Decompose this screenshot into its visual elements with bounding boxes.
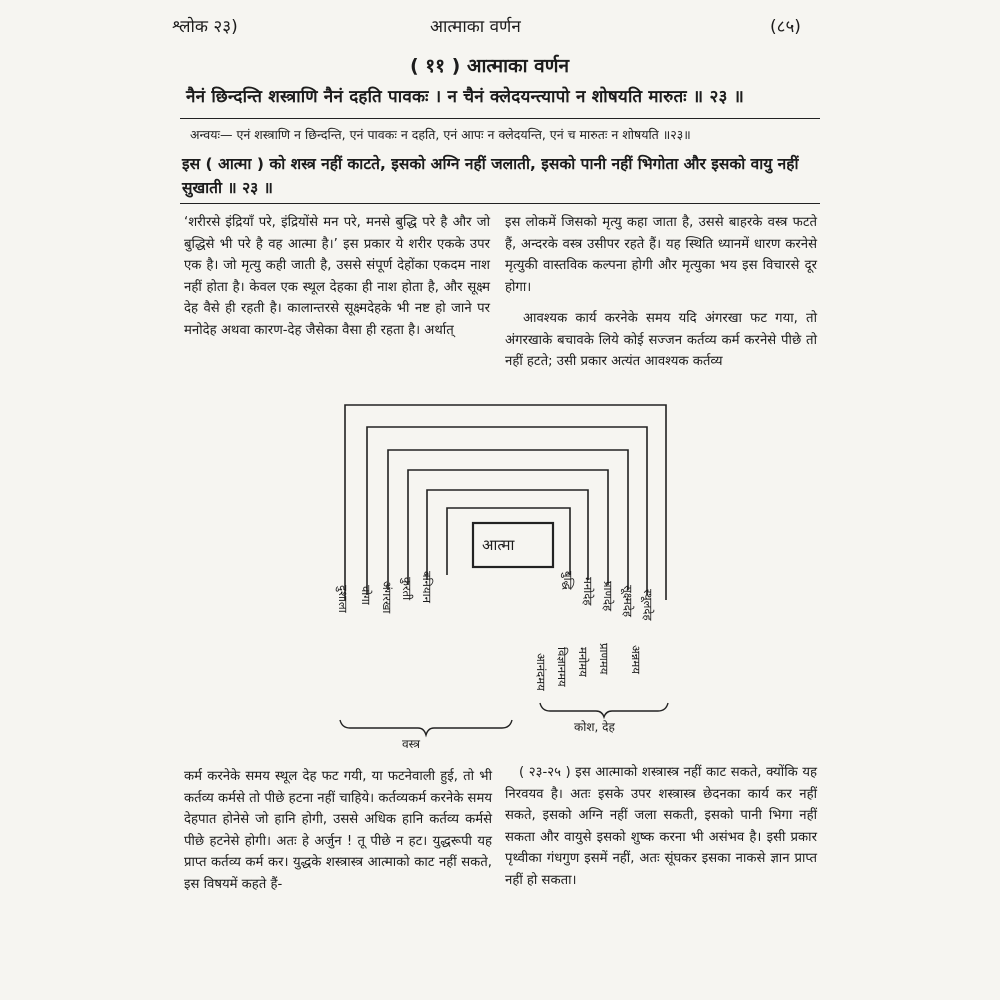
diagram-lines [330, 395, 690, 755]
bracket-label-sheaths: कोश, देह [574, 720, 615, 734]
label-kurti: कुरती [400, 577, 414, 601]
column-left-upper [184, 212, 490, 341]
sheath-2 [367, 427, 647, 595]
label-angarkha: अंगरखा [380, 581, 394, 614]
nested-sheaths-diagram [330, 395, 690, 755]
bracket-label-garments: वस्त्र [402, 737, 420, 751]
label-pranamaya: प्राणमय [597, 643, 611, 675]
paragraph: इस लोकमें जिसको मृत्यु कहा जाता है, उससे बाहरके वस्त्र फटते हैं, अन्दरके वस्त्र उसीपर रहते हैं। यह स्थिति ध्यानमें धारण करनेसे मृत्युकी वास्तविक कल्पना होगी और मृत्युका भय इस विचारसे दूर होगा। [505, 215, 817, 295]
column-right-lower [505, 762, 817, 891]
label-sthuladeh: स्थूलदेह [641, 589, 655, 621]
sanskrit-verse: नैनं छिन्दन्ति शस्त्राणि नैनं दहति पावकः । न चैनं क्लेदयन्त्यापो न शोषयति मारुतः ॥ २३ ॥ [186, 87, 745, 107]
page-number: (८५) [770, 17, 801, 37]
sheath-1 [345, 405, 666, 600]
anvaya-text: अन्वयः— एनं शस्त्राणि न छिन्दन्ति, एनं पावकः न दहति, एनं आपः न क्लेदयन्ति, एनं च मारुतः न शोषयति ॥२३॥ [190, 127, 691, 142]
label-pranadeh: प्राणदेह [601, 581, 615, 612]
atma-label: आत्मा [482, 536, 515, 554]
bracket-sheaths [540, 703, 668, 717]
label-anandamaya: आनंदमय [534, 653, 548, 691]
divider-top [180, 118, 820, 119]
label-annamaya: अन्नमय [629, 645, 643, 674]
paragraph: ( २३-२५ ) इस आत्माको शस्त्रास्त्र नहीं काट सकते, क्योंकि यह निरवयव है। अतः इसके उपर शस्त्रास्त्र छेदनका कार्य कर नहीं सकते, इसको अग्नि नहीं जला सकती, इसको पानी भिगा नहीं सकता और वायुसे इसको शुष्क करना भी असंभव है। इसी प्रकार पृथ्वीका गंधगुण इसमें नहीं, अतः सूंघकर इसका नाकसे ज्ञान प्राप्त नहीं हो सकता। [505, 765, 817, 888]
label-dushala: दुशाला [336, 585, 350, 613]
divider-bottom [180, 203, 820, 204]
label-baniyan: बनियान [420, 571, 434, 603]
label-manodeh: मनोदेह [581, 577, 595, 606]
header-chapter-title: आत्माका वर्णन [430, 17, 521, 37]
column-right-upper [505, 212, 817, 373]
sheath-3 [388, 450, 628, 590]
paragraph: आवश्यक कार्य करनेके समय यदि अंगरखा फट गया, तो अंगरखाके बचावके लिये कोई सज्जन कर्तव्य कर्म करनेसे पीछे तो नहीं हटते; उसी प्रकार अत्यंत आवश्यक कर्तव्य [505, 311, 817, 369]
section-title: ( ११ ) आत्माका वर्णन [410, 55, 569, 77]
label-sukshmadeh: सूक्ष्मदेह [621, 585, 635, 617]
column-left-lower [184, 766, 492, 895]
label-vijnanamaya: विज्ञानमय [555, 647, 569, 687]
label-choga: चोगा [359, 585, 373, 605]
header-verse-ref: श्लोक २३) [172, 17, 238, 37]
label-manomaya: मनोमय [576, 647, 590, 677]
hindi-translation: इस ( आत्मा ) को शस्त्र नहीं काटते, इसको अग्नि नहीं जलाती, इसको पानी नहीं भिगोता और इसको वायु नहीं सुखाती ॥ २३ ॥ [182, 155, 799, 197]
label-buddhi: बुद्धि [561, 571, 575, 590]
bracket-garments [340, 720, 512, 735]
paragraph: ‘शरीरसे इंद्रियाँ परे, इंद्रियोंसे मन परे, मनसे बुद्धि परे है और जो बुद्धिसे भी परे है वह आत्मा है।’ इस प्रकार ये शरीर एकके उपर एक है। जो मृत्यु कही जाती है, उससे संपूर्ण देहोंका एकदम नाश नहीं होता है। केवल एक स्थूल देहका ही नाश होता है, और सूक्ष्म देह वैसे ही रहती है। कालान्तरसे सूक्ष्मदेहके भी नष्ट हो जाने पर मनोदेह अथवा कारण-देह जैसेका वैसा ही रहता है। अर्थात् [184, 215, 490, 338]
paragraph: कर्म करनेके समय स्थूल देह फट गयी, या फटनेवाली हुई, तो भी कर्तव्य कर्मसे तो पीछे हटना नहीं चाहिये। कर्तव्यकर्म करनेके समय देहपात होनेसे जो हानि होगी, उससे अधिक हानि कर्तव्य कर्मसे पीछे हटनेसे होगी। अतः हे अर्जुन ! तू पीछे न हट। युद्धरूपी यह प्राप्त कर्तव्य कर्म कर। युद्धके शस्त्रास्त्र आत्माको काट नहीं सकते, इस विषयमें कहते हैं- [184, 769, 492, 892]
